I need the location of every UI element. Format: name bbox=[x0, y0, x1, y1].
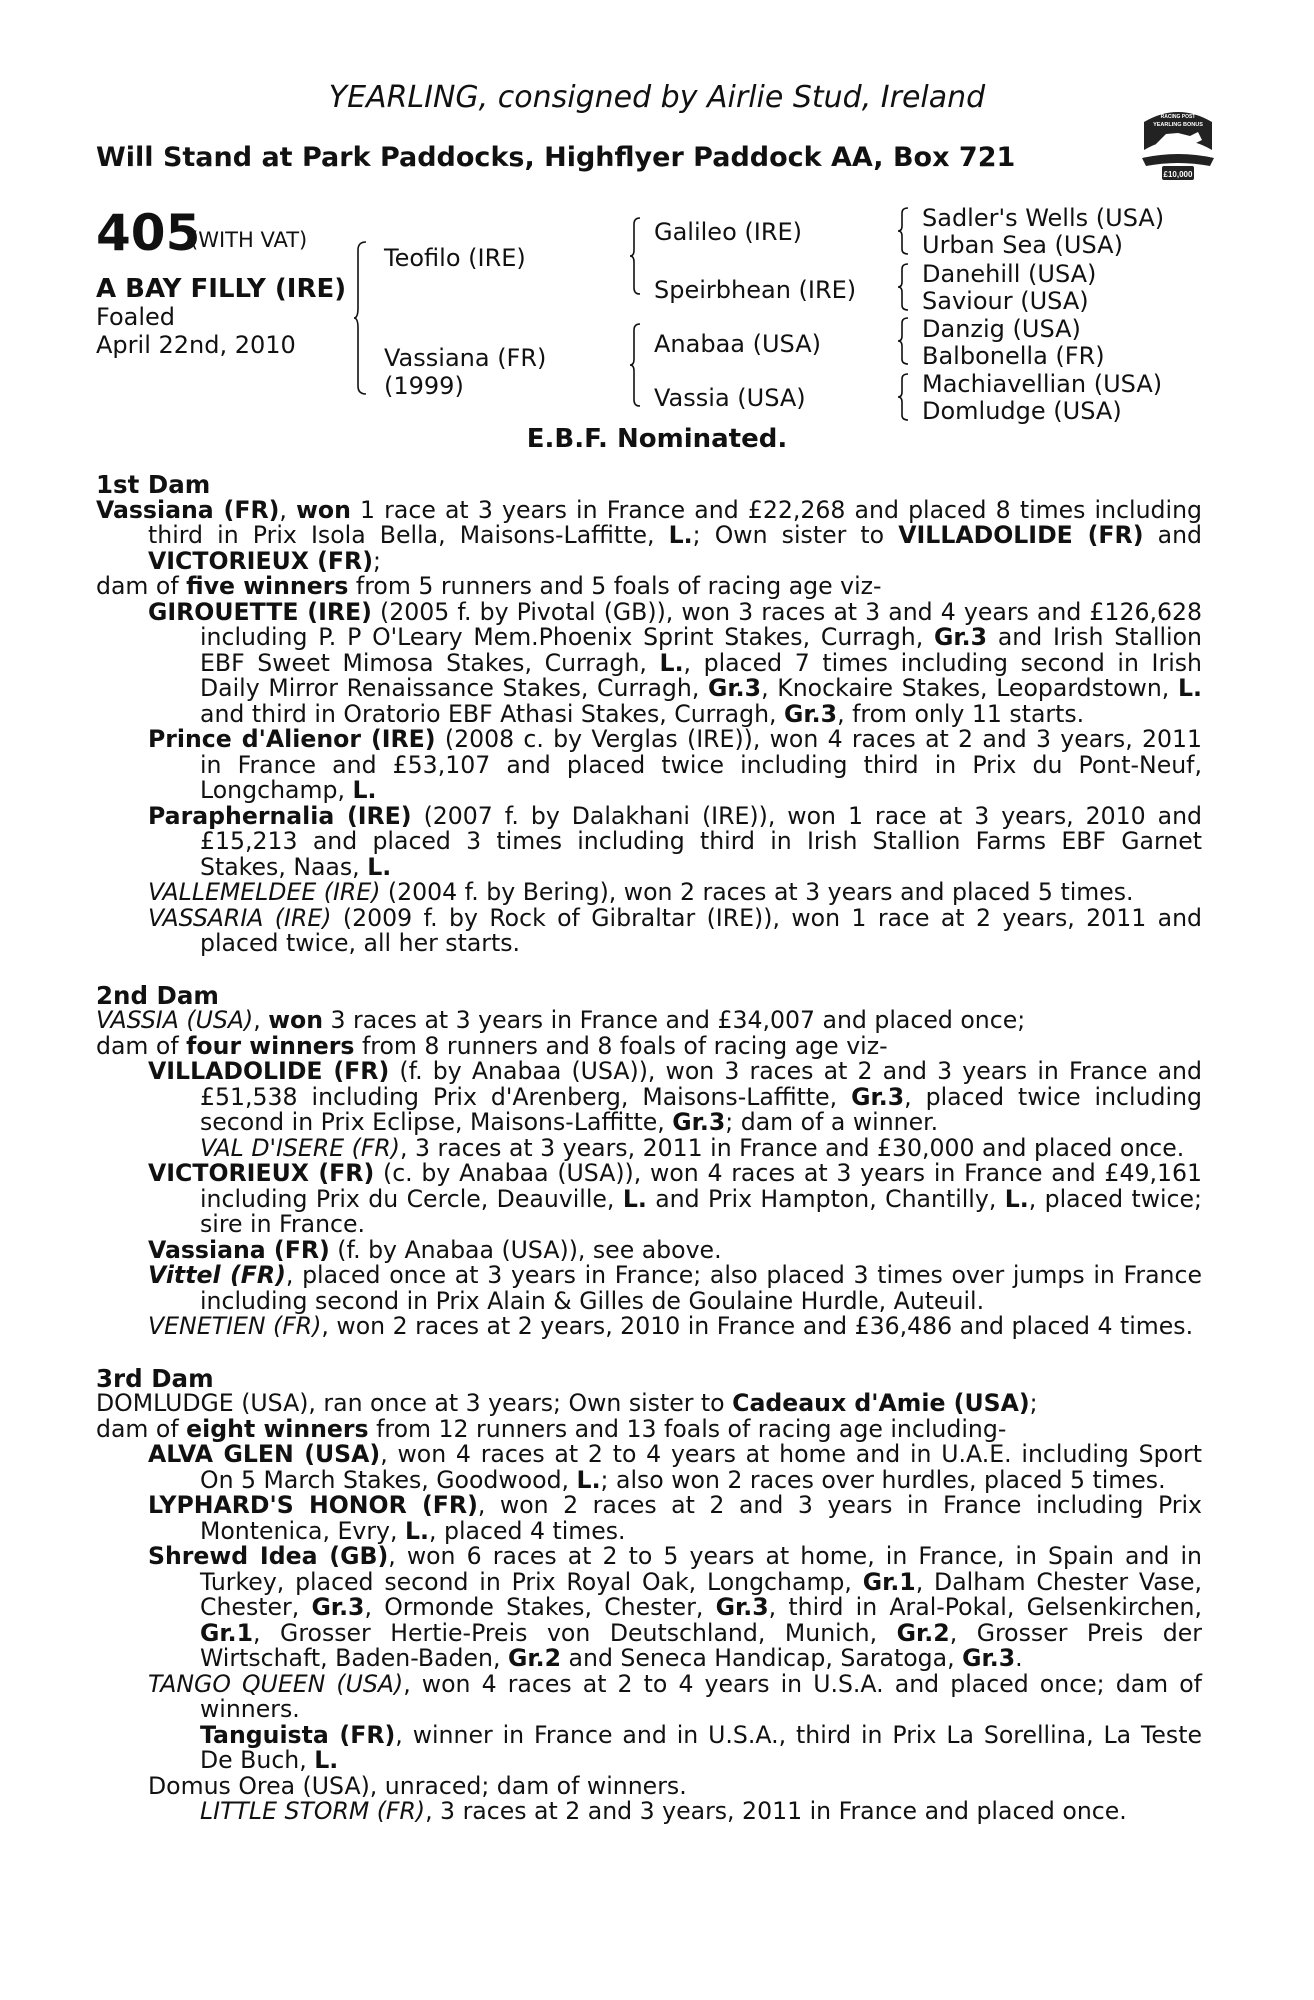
first-dam-produce-2: Prince d'Alienor (IRE) (2008 c. by Verglas (IRE)), won 4 races at 2 and 3 years, 2011 in France and £53,107 and placed twice including third in Prix du Pont-Neuf, Longchamp, L. bbox=[148, 725, 1203, 804]
badge-mid-text: YEARLING BONUS bbox=[1153, 122, 1203, 128]
pedigree-dam: Vassiana (FR) bbox=[384, 344, 547, 372]
lot-number: 405 bbox=[96, 204, 201, 262]
first-dam-produce-4: VALLEMELDEE (IRE) (2004 f. by Bering), won 2 races at 3 years and placed 5 times. bbox=[148, 878, 1134, 906]
pedigree-dam-sire: Anabaa (USA) bbox=[654, 330, 822, 358]
pedigree-bracket-1 bbox=[352, 240, 376, 396]
first-dam-produce-3: Paraphernalia (IRE) (2007 f. by Dalakhani (IRE)), won 1 race at 3 years, 2010 and £15,213 and placed 3 times including third in Irish Stallion Farms EBF Garnet Stakes, Naas, L. bbox=[148, 801, 1202, 881]
pedigree-bracket-4 bbox=[896, 206, 914, 256]
third-dam-produce-5-sub: LITTLE STORM (FR), 3 races at 2 and 3 years, 2011 in France and placed once. bbox=[200, 1797, 1127, 1825]
lot-description: A BAY FILLY (IRE) bbox=[96, 274, 347, 304]
second-dam-heading: 2nd Dam bbox=[96, 980, 219, 1010]
pedigree-bracket-3 bbox=[628, 322, 648, 408]
yearling-bonus-badge-icon bbox=[1138, 100, 1218, 192]
pedigree-dd-dam: Domludge (USA) bbox=[922, 397, 1122, 425]
third-dam-produce-4-sub: Tanguista (FR), winner in France and in U.S.A., third in Prix La Sorellina, La Teste De Buch, L. bbox=[200, 1720, 1202, 1774]
pedigree-sd-dam: Saviour (USA) bbox=[922, 287, 1089, 315]
first-dam-intro: Vassiana (FR), won 1 race at 3 years in France and £22,268 and placed 8 times including third in Prix Isola Bella, Maisons-Laffitte, L.; Own sister to VILLADOLIDE (FR) and VICTORIEUX (FR); bbox=[96, 495, 1203, 575]
pedigree-bracket-7 bbox=[896, 372, 914, 422]
catalogue-body bbox=[96, 472, 1202, 1825]
pedigree-ss-sire: Sadler's Wells (USA) bbox=[922, 204, 1165, 232]
third-dam-heading: 3rd Dam bbox=[96, 1363, 214, 1393]
second-dam-produce-1: VILLADOLIDE (FR) (f. by Anabaa (USA)), won 3 races at 2 and 3 years in France and £51,538 including Prix d'Arenberg, Maisons-Laffitte, Gr.3, placed twice including second in Prix Eclipse, Maisons-Laffitte, Gr.3; dam of a winner. bbox=[148, 1057, 1202, 1136]
badge-amount-text: £10,000 bbox=[1163, 170, 1193, 179]
pedigree-ds-dam: Balbonella (FR) bbox=[922, 342, 1105, 370]
first-dam-heading: 1st Dam bbox=[96, 470, 211, 499]
badge-top-text: RACING POST bbox=[1160, 114, 1196, 120]
pedigree-dam-year: (1999) bbox=[384, 372, 464, 400]
third-dam-produce-5: Domus Orea (USA), unraced; dam of winners. bbox=[148, 1771, 687, 1800]
pedigree-dam-dam: Vassia (USA) bbox=[654, 384, 806, 412]
second-dam-produce-2: VICTORIEUX (FR) (c. by Anabaa (USA)), won 4 races at 3 years in France and £49,161 including Prix du Cercle, Deauville, L. and Prix Hampton, Chantilly, L., placed twice; sire in France. bbox=[148, 1159, 1203, 1238]
pedigree-bracket-5 bbox=[896, 262, 914, 312]
foaled-label: Foaled bbox=[96, 303, 176, 331]
foaled-date: April 22nd, 2010 bbox=[96, 331, 296, 359]
first-dam-produce-5: VASSARIA (IRE) (2009 f. by Rock of Gibraltar (IRE)), won 1 race at 2 years, 2011 and placed twice, all her starts. bbox=[148, 903, 1202, 957]
vat-note: (WITH VAT) bbox=[190, 228, 308, 252]
third-dam-produce-2: LYPHARD'S HONOR (FR), won 2 races at 2 and 3 years in France including Prix Montenica, Evry, L., placed 4 times. bbox=[148, 1491, 1203, 1545]
pedigree-bracket-6 bbox=[896, 316, 914, 366]
pedigree-dd-sire: Machiavellian (USA) bbox=[922, 370, 1163, 398]
second-dam-produce-3: Vassiana (FR) (f. by Anabaa (USA)), see above. bbox=[148, 1235, 722, 1264]
pedigree-sire-dam: Speirbhean (IRE) bbox=[654, 276, 857, 304]
third-dam-produce-summary: dam of eight winners from 12 runners and 13 foals of racing age including- bbox=[96, 1414, 1007, 1443]
pedigree-bracket-2 bbox=[628, 216, 648, 296]
pedigree-sire-sire: Galileo (IRE) bbox=[654, 218, 803, 246]
first-dam-produce-1: GIROUETTE (IRE) (2005 f. by Pivotal (GB)), won 3 races at 3 and 4 years and £126,628 including P. P O'Leary Mem.Phoenix Sprint Stakes, Curragh, Gr.3 and Irish Stallion EBF Sweet Mimosa Stakes, Curragh, L., placed 7 times including second in Irish Daily Mirror Renaissance Stakes, Curragh, Gr.3, Knockaire Stakes, Leopardstown, L. and third in Oratorio EBF Athasi Stakes, Curragh, Gr.3, from only 11 starts. bbox=[148, 597, 1203, 728]
first-dam-produce-summary: dam of five winners from 5 runners and 5 foals of racing age viz- bbox=[96, 572, 882, 600]
pedigree-sd-sire: Danehill (USA) bbox=[922, 260, 1097, 288]
second-dam-produce-1-sub: VAL D'ISERE (FR), 3 races at 3 years, 2011 in France and £30,000 and placed once. bbox=[200, 1133, 1185, 1162]
stand-location: Will Stand at Park Paddocks, Highflyer Paddock AA, Box 721 bbox=[96, 142, 1016, 173]
pedigree-sire: Teofilo (IRE) bbox=[384, 244, 526, 272]
second-dam-produce-4: Vittel (FR), placed once at 3 years in France; also placed 3 times over jumps in France including second in Prix Alain & Gilles de Goulaine Hurdle, Auteuil. bbox=[148, 1261, 1202, 1315]
second-dam-produce-5: VENETIEN (FR), won 2 races at 2 years, 2010 in France and £36,486 and placed 4 times. bbox=[148, 1312, 1194, 1340]
consignor-heading: YEARLING, consigned by Airlie Stud, Ireland bbox=[328, 80, 986, 115]
pedigree-ss-dam: Urban Sea (USA) bbox=[922, 231, 1123, 259]
third-dam-intro: DOMLUDGE (USA), ran once at 3 years; Own sister to Cadeaux d'Amie (USA); bbox=[96, 1389, 1038, 1417]
third-dam-produce-3: Shrewd Idea (GB), won 6 races at 2 to 5 years at home, in France, in Spain and in Turkey, placed second in Prix Royal Oak, Longchamp, Gr.1, Dalham Chester Vase, Chester, Gr.3, Ormonde Stakes, Chester, Gr.3, third in Aral-Pokal, Gelsenkirchen, Gr.1, Grosser Hertie-Preis von Deutschland, Munich, Gr.2, Grosser Preis der Wirtschaft, Baden-Baden, Gr.2 and Seneca Handicap, Saratoga, Gr.3. bbox=[148, 1542, 1203, 1672]
ebf-nominated: E.B.F. Nominated. bbox=[526, 424, 788, 454]
pedigree-ds-sire: Danzig (USA) bbox=[922, 315, 1081, 343]
second-dam-produce-summary: dam of four winners from 8 runners and 8 foals of racing age viz- bbox=[96, 1031, 888, 1060]
second-dam-intro: VASSIA (USA), won 3 races at 3 years in France and £34,007 and placed once; bbox=[96, 1006, 1026, 1034]
third-dam-produce-4: TANGO QUEEN (USA), won 4 races at 2 to 4 years in U.S.A. and placed once; dam of winners. bbox=[148, 1669, 1202, 1723]
third-dam-produce-1: ALVA GLEN (USA), won 4 races at 2 to 4 years at home and in U.A.E. including Sport On 5 March Stakes, Goodwood, L.; also won 2 races over hurdles, placed 5 times. bbox=[148, 1440, 1202, 1494]
